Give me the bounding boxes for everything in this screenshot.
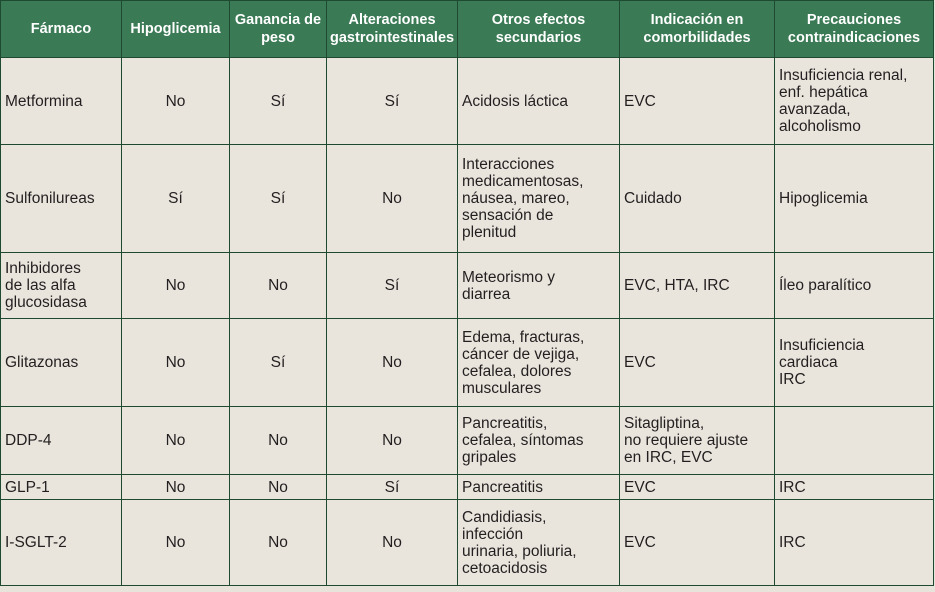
hipoglicemia-cell: No — [122, 319, 230, 407]
precauciones-cell: Insuficiencia cardiaca IRC — [775, 319, 934, 407]
hipoglicemia-cell: No — [122, 407, 230, 475]
alteraciones-gi-cell: No — [327, 319, 458, 407]
hipoglicemia-cell: No — [122, 500, 230, 586]
precauciones-cell — [775, 407, 934, 475]
otros-efectos-cell: Acidosis láctica — [458, 58, 620, 145]
alteraciones-gi-cell: No — [327, 500, 458, 586]
header-hipoglicemia: Hipoglicemia — [122, 1, 230, 58]
drug-name-cell: Glitazonas — [1, 319, 122, 407]
indicacion-cell: EVC, HTA, IRC — [620, 253, 775, 319]
otros-efectos-cell: Pancreatitis — [458, 475, 620, 500]
drug-name-cell: DDP-4 — [1, 407, 122, 475]
header-indicacion: Indicación en comorbilidades — [620, 1, 775, 58]
table-row — [1, 145, 934, 253]
header-alteraciones-gi: Alteraciones gastrointestinales — [327, 1, 458, 58]
ganancia-peso-cell: Sí — [230, 145, 327, 253]
otros-efectos-cell: Pancreatitis, cefalea, síntomas gripales — [458, 407, 620, 475]
table-row — [1, 475, 934, 500]
precauciones-cell: Íleo paralítico — [775, 253, 934, 319]
drug-name-cell: Sulfonilureas — [1, 145, 122, 253]
otros-efectos-cell: Edema, fracturas, cáncer de vejiga, cefalea, dolores musculares — [458, 319, 620, 407]
header-row — [1, 1, 934, 58]
alteraciones-gi-cell: Sí — [327, 58, 458, 145]
indicacion-cell: EVC — [620, 500, 775, 586]
alteraciones-gi-cell: No — [327, 407, 458, 475]
precauciones-cell: IRC — [775, 475, 934, 500]
indicacion-cell: EVC — [620, 319, 775, 407]
header-precauciones: Precauciones contraindicaciones — [775, 1, 934, 58]
ganancia-peso-cell: Sí — [230, 319, 327, 407]
table-row — [1, 253, 934, 319]
otros-efectos-cell: Meteorismo y diarrea — [458, 253, 620, 319]
table-row — [1, 319, 934, 407]
hipoglicemia-cell: No — [122, 475, 230, 500]
alteraciones-gi-cell: No — [327, 145, 458, 253]
drug-name-cell: Metformina — [1, 58, 122, 145]
table-row — [1, 407, 934, 475]
alteraciones-gi-cell: Sí — [327, 253, 458, 319]
drug-name-cell: Inhibidores de las alfa glucosidasa — [1, 253, 122, 319]
header-farmaco: Fármaco — [1, 1, 122, 58]
otros-efectos-cell: Candidiasis, infección urinaria, poliuria, cetoacidosis — [458, 500, 620, 586]
indicacion-cell: EVC — [620, 58, 775, 145]
hipoglicemia-cell: No — [122, 58, 230, 145]
indicacion-cell: EVC — [620, 475, 775, 500]
alteraciones-gi-cell: Sí — [327, 475, 458, 500]
precauciones-cell: Insuficiencia renal, enf. hepática avanzada, alcoholismo — [775, 58, 934, 145]
ganancia-peso-cell: No — [230, 407, 327, 475]
precauciones-cell: Hipoglicemia — [775, 145, 934, 253]
precauciones-cell: IRC — [775, 500, 934, 586]
drug-name-cell: I-SGLT-2 — [1, 500, 122, 586]
drug-name-cell: GLP-1 — [1, 475, 122, 500]
ganancia-peso-cell: No — [230, 253, 327, 319]
ganancia-peso-cell: Sí — [230, 58, 327, 145]
hipoglicemia-cell: No — [122, 253, 230, 319]
ganancia-peso-cell: No — [230, 475, 327, 500]
ganancia-peso-cell: No — [230, 500, 327, 586]
header-ganancia-peso: Ganancia de peso — [230, 1, 327, 58]
otros-efectos-cell: Interacciones medicamentosas, náusea, mareo, sensación de plenitud — [458, 145, 620, 253]
indicacion-cell: Sitagliptina, no requiere ajuste en IRC, EVC — [620, 407, 775, 475]
table-row — [1, 58, 934, 145]
header-otros-efectos: Otros efectos secundarios — [458, 1, 620, 58]
indicacion-cell: Cuidado — [620, 145, 775, 253]
table-row — [1, 500, 934, 586]
hipoglicemia-cell: Sí — [122, 145, 230, 253]
